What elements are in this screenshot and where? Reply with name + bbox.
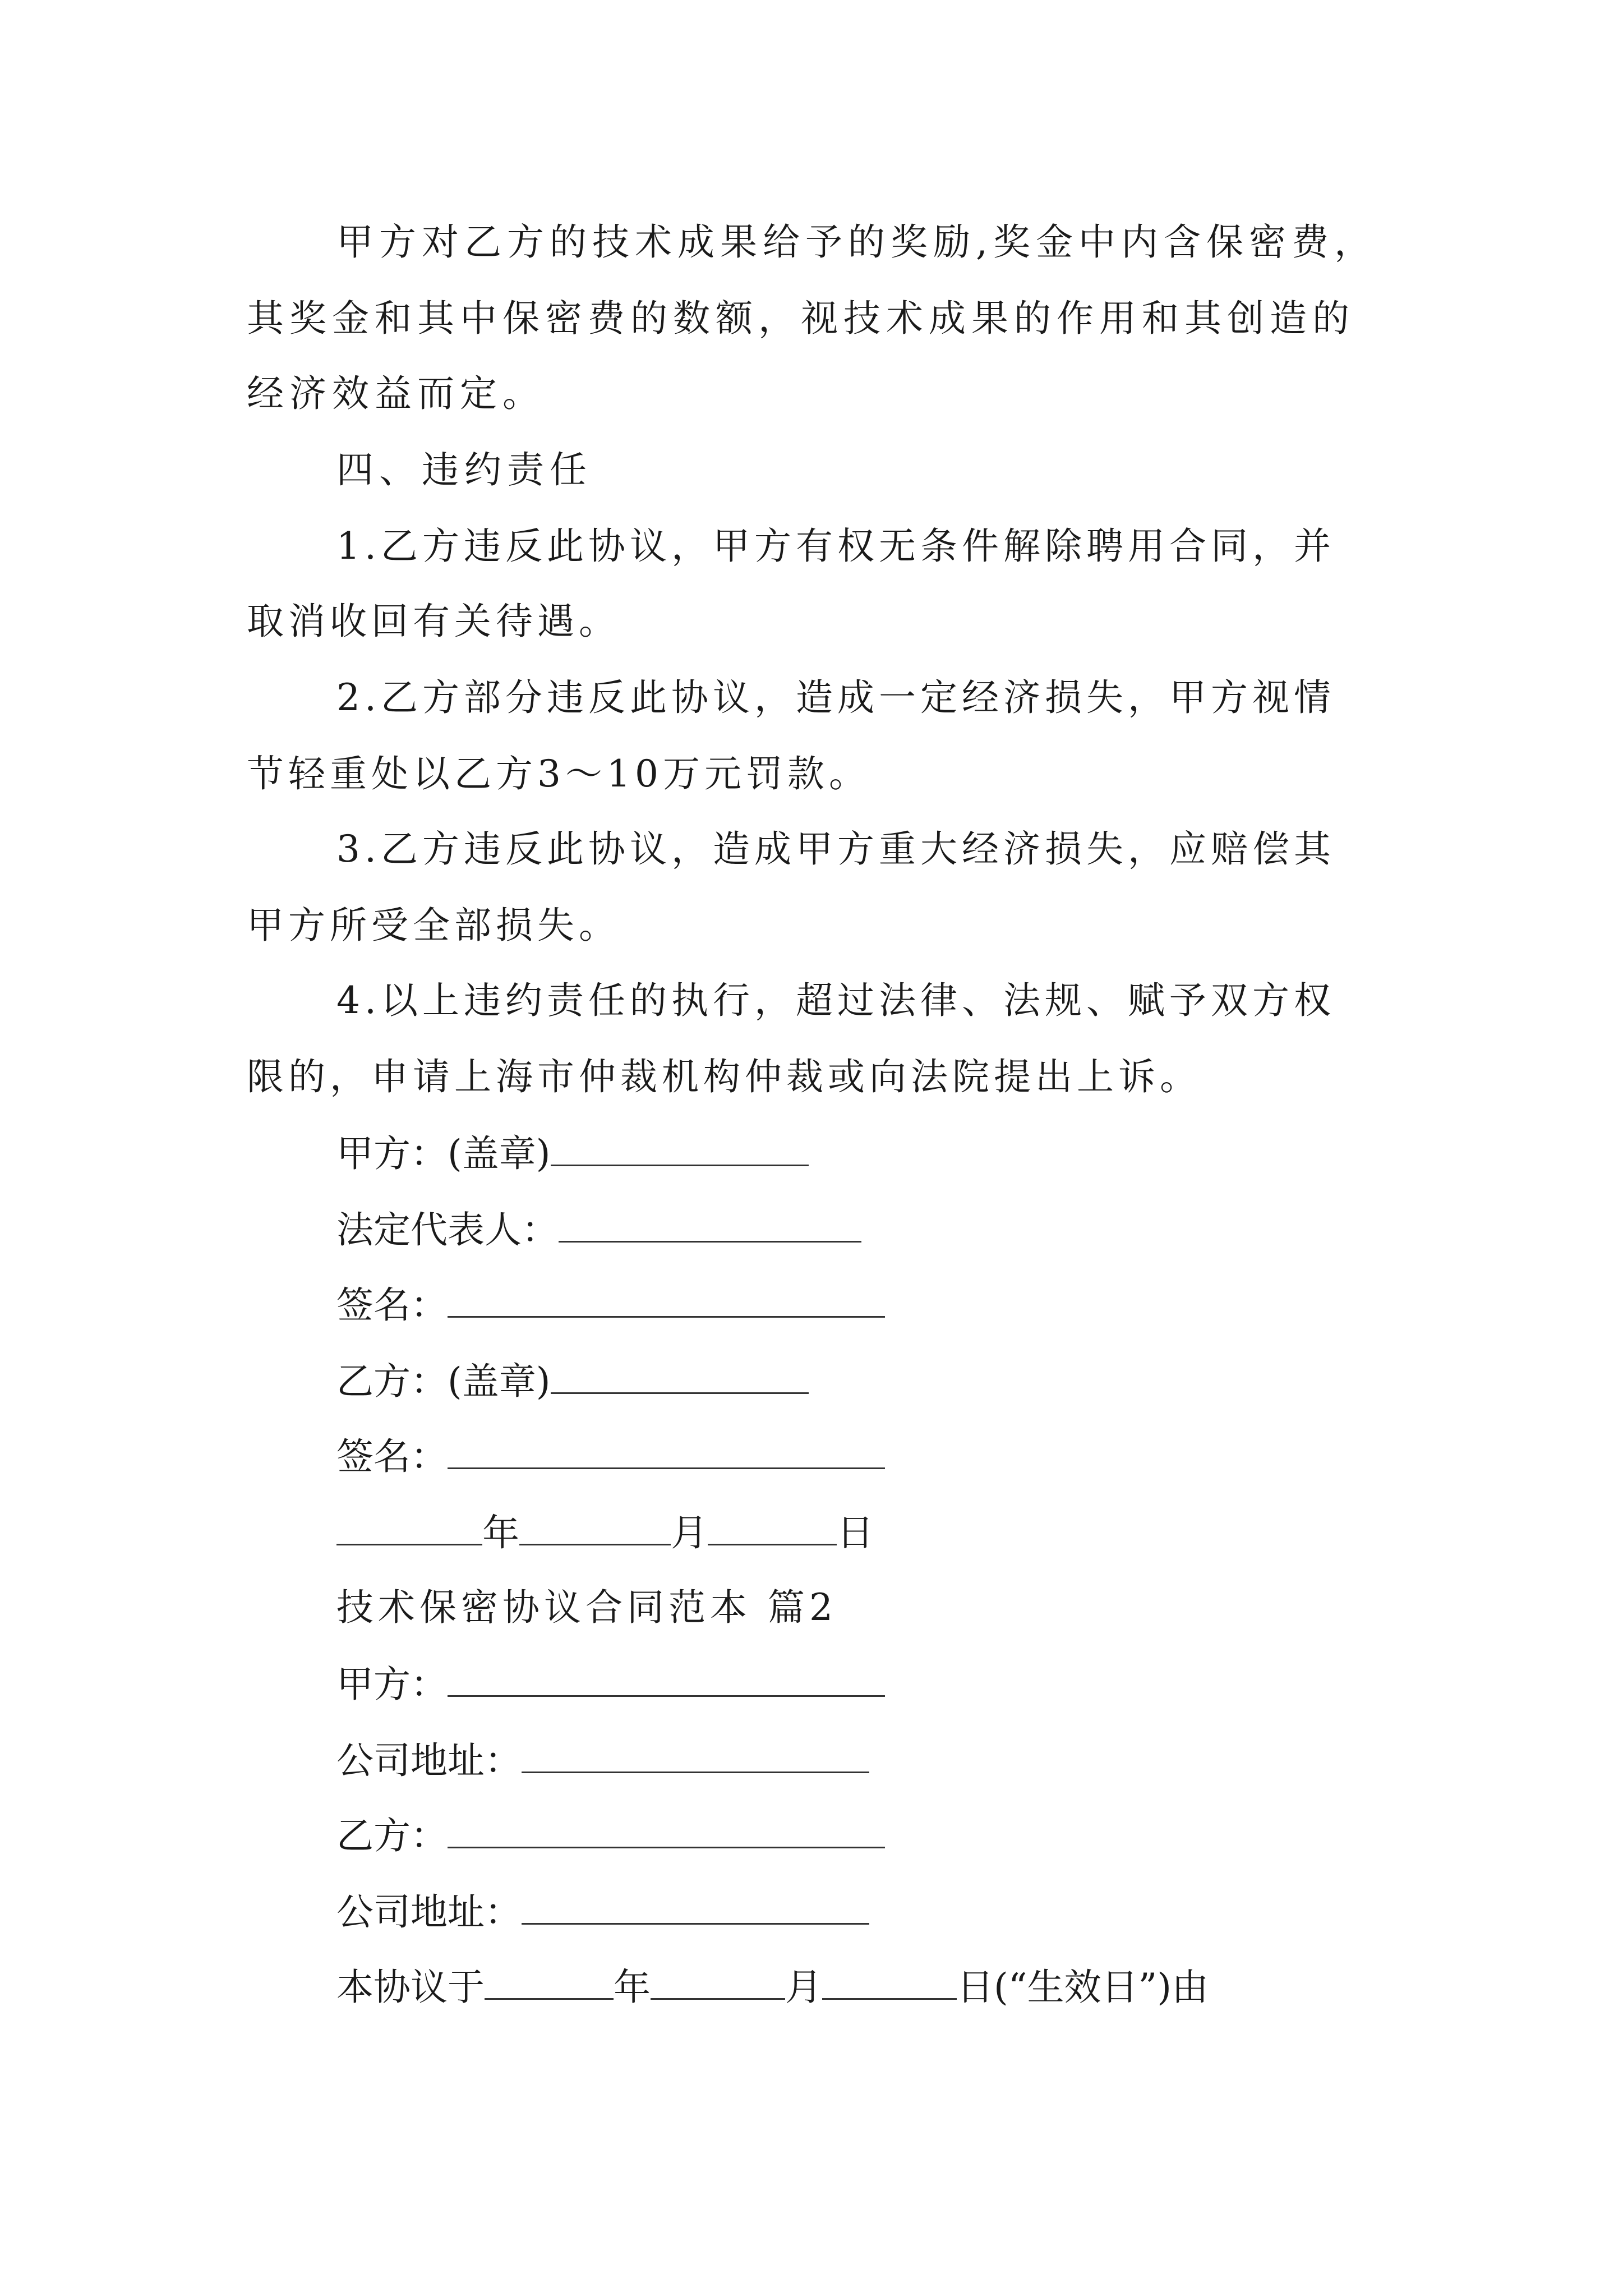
date-row: [336, 1509, 874, 1556]
legal-rep-label: 法定代表人：: [336, 1208, 559, 1251]
party-b-seal-label: 乙方：(盖章): [336, 1360, 551, 1403]
c2-party-a-row: [336, 1660, 885, 1707]
c2-year-blank: [485, 1963, 614, 2000]
sign-1-blank: [448, 1281, 885, 1318]
party-a-seal-label: 甲方：(盖章): [336, 1132, 551, 1175]
c2-address-a-label: 公司地址：: [336, 1739, 522, 1782]
c2-party-b-row: [336, 1812, 885, 1858]
sign-2-row: [336, 1433, 885, 1479]
party-a-seal-blank: [551, 1130, 809, 1166]
c2-day-suffix: 日(“生效日”)由: [957, 1966, 1209, 2009]
c2-party-a-label: 甲方：: [336, 1663, 448, 1706]
legal-rep-blank: [559, 1206, 861, 1243]
c2-year-label: 年: [614, 1966, 651, 2009]
c2-month-label: 月: [785, 1966, 822, 2009]
item-1-line-2: 取消收回有关待遇。: [247, 600, 620, 643]
party-b-seal-blank: [551, 1358, 809, 1394]
year-blank: [336, 1509, 482, 1545]
c2-party-b-label: 乙方：: [336, 1814, 448, 1857]
c2-address-b-blank: [522, 1888, 869, 1925]
item-2-line-1: 2.乙方部分违反此协议，造成一定经济损失，甲方视情: [336, 676, 1335, 719]
item-4-line-2: 限的，申请上海市仲裁机构仲裁或向法院提出上诉。: [247, 1055, 1201, 1098]
day-blank: [708, 1509, 837, 1545]
item-1-line-1: 1.乙方违反此协议，甲方有权无条件解除聘用合同，并: [336, 524, 1335, 568]
item-3-line-1: 3.乙方违反此协议，造成甲方重大经济损失，应赔偿其: [336, 827, 1335, 871]
sign-2-blank: [448, 1433, 885, 1469]
legal-rep-row: [336, 1206, 861, 1253]
contract-2-title: 技术保密协议合同范本 篇2: [336, 1586, 837, 1629]
item-3-line-2: 甲方所受全部损失。: [247, 904, 620, 947]
c2-address-b-label: 公司地址：: [336, 1890, 522, 1934]
section-heading-breach: 四、违约责任: [336, 448, 592, 491]
sign-1-label: 签名：: [336, 1283, 448, 1327]
c2-month-blank: [651, 1963, 785, 2000]
sign-1-row: [336, 1281, 885, 1328]
c2-address-a-blank: [522, 1737, 869, 1773]
item-4-line-1: 4.以上违约责任的执行，超过法律、法规、赋予双方权: [336, 979, 1335, 1022]
year-label: 年: [482, 1511, 519, 1554]
party-a-seal-row: [336, 1130, 809, 1176]
month-label: 月: [671, 1511, 708, 1554]
reward-paragraph-line-3: 经济效益而定。: [247, 372, 545, 415]
c2-address-b-row: [336, 1888, 869, 1935]
day-label: 日: [837, 1511, 874, 1554]
c2-day-blank: [822, 1963, 957, 2000]
reward-paragraph-line-2: 其奖金和其中保密费的数额，视技术成果的作用和其创造的: [247, 297, 1355, 340]
c2-effective-prefix: 本协议于: [336, 1966, 485, 2009]
sign-2-label: 签名：: [336, 1435, 448, 1478]
c2-address-a-row: [336, 1737, 869, 1783]
c2-party-b-blank: [448, 1812, 885, 1848]
item-2-line-2: 节轻重处以乙方3～10万元罚款。: [247, 752, 870, 795]
c2-effective-date-row: [336, 1963, 1209, 2010]
party-b-seal-row: [336, 1358, 809, 1404]
reward-paragraph-line-1: 甲方对乙方的技术成果给予的奖励,奖金中内含保密费，: [336, 220, 1377, 264]
month-blank: [519, 1509, 671, 1545]
c2-party-a-blank: [448, 1660, 885, 1697]
